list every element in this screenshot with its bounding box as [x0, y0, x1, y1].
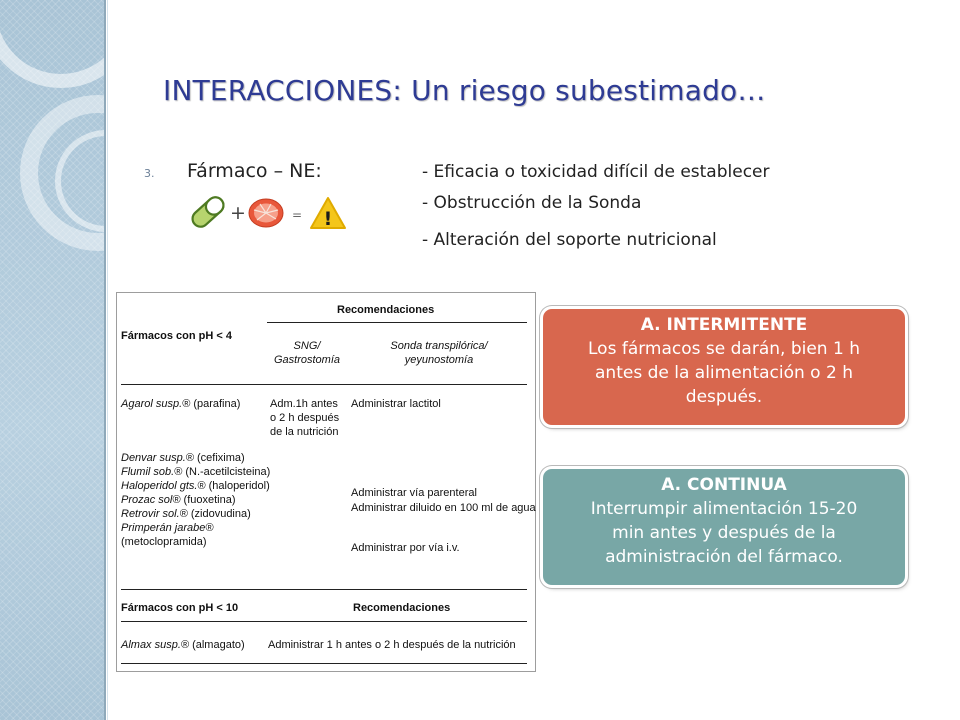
- sng-note-line1: Adm.1h antes: [270, 398, 338, 410]
- bullet-efficacy: - Eficacia o toxicidad difícil de establecer: [422, 162, 770, 182]
- grapefruit-icon: [249, 199, 283, 227]
- intermittent-feeding-box: [543, 309, 905, 425]
- equals-sign: =: [292, 208, 303, 222]
- slide-title: INTERACCIONES: Un riesgo subestimado…: [163, 74, 766, 107]
- sng-note-line3: de la nutrición: [270, 426, 339, 438]
- pill-icon: [189, 195, 226, 230]
- table-row-almax: Almax susp.® (almagato): [121, 639, 245, 651]
- trans-note-diluted: Administrar diluido en 100 ml de agua: [351, 502, 536, 514]
- table-header-recommendations: Recomendaciones: [337, 304, 435, 316]
- bullet-obstruction: - Obstrucción de la Sonda: [422, 193, 642, 213]
- intermittent-line: antes de la alimentación o 2 h: [595, 363, 853, 383]
- decorative-ring: [0, 0, 104, 88]
- trans-note-parenteral: Administrar vía parenteral: [351, 487, 477, 499]
- col-transpil-line1: Sonda transpilórica/: [390, 340, 488, 352]
- plus-sign: +: [230, 202, 246, 224]
- table-row: Prozac sol® (fuoxetina): [121, 494, 236, 506]
- col-sng-line1: SNG/: [293, 340, 321, 352]
- continuous-line: administración del fármaco.: [605, 547, 843, 567]
- table-row: Flumil sob.® (N.-acetilcisteina): [121, 466, 271, 478]
- decorative-side-strip: [0, 0, 104, 720]
- side-divider: [104, 0, 106, 720]
- table-rule: [121, 663, 527, 664]
- continuous-title: A. CONTINUA: [661, 475, 787, 495]
- drug-ph-recommendations-table: [116, 292, 536, 672]
- table-rule: [121, 621, 527, 622]
- table-header-ph4: Fármacos con pH < 4: [121, 330, 232, 342]
- intermittent-line: Los fármacos se darán, bien 1 h: [588, 339, 860, 359]
- bullet-nutrition: - Alteración del soporte nutricional: [422, 230, 717, 250]
- item-number: 3.: [144, 167, 155, 180]
- warning-icon: [311, 198, 345, 230]
- almax-recommendation: Administrar 1 h antes o 2 h después de la nutrición: [268, 639, 516, 651]
- table-row: Haloperidol gts.® (haloperidol): [121, 480, 270, 492]
- table-header-recommendations-2: Recomendaciones: [353, 602, 451, 614]
- table-row: Denvar susp.® (cefixima): [121, 452, 245, 464]
- drug-food-equation: [187, 195, 357, 231]
- table-rule: [121, 589, 527, 590]
- side-divider-highlight: [107, 0, 108, 720]
- table-rule: [267, 322, 527, 323]
- trans-note-iv: Administrar por vía i.v.: [351, 542, 460, 554]
- item-heading: Fármaco – NE:: [187, 160, 322, 182]
- table-row: Agarol susp.® (parafina): [121, 398, 241, 410]
- table-header-ph10: Fármacos con pH < 10: [121, 602, 239, 614]
- continuous-feeding-box: [543, 469, 905, 585]
- intermittent-line: después.: [685, 387, 763, 407]
- table-row: Retrovir sol.® (zidovudina): [121, 508, 251, 520]
- sng-note-line2: o 2 h después: [270, 412, 340, 424]
- warning-mark: !: [323, 208, 333, 230]
- table-row: (metoclopramida): [121, 536, 207, 548]
- intermittent-title: A. INTERMITENTE: [640, 315, 808, 335]
- table-rule: [121, 384, 527, 385]
- continuous-line: min antes y después de la: [612, 523, 836, 543]
- table-row: Primperán jarabe®: [121, 522, 214, 534]
- col-sng-line2: Gastrostomía: [273, 354, 341, 366]
- continuous-line: Interrumpir alimentación 15-20: [590, 499, 858, 519]
- trans-note-lactitol: Administrar lactitol: [351, 398, 441, 410]
- col-transpil-line2: yeyunostomía: [404, 354, 474, 366]
